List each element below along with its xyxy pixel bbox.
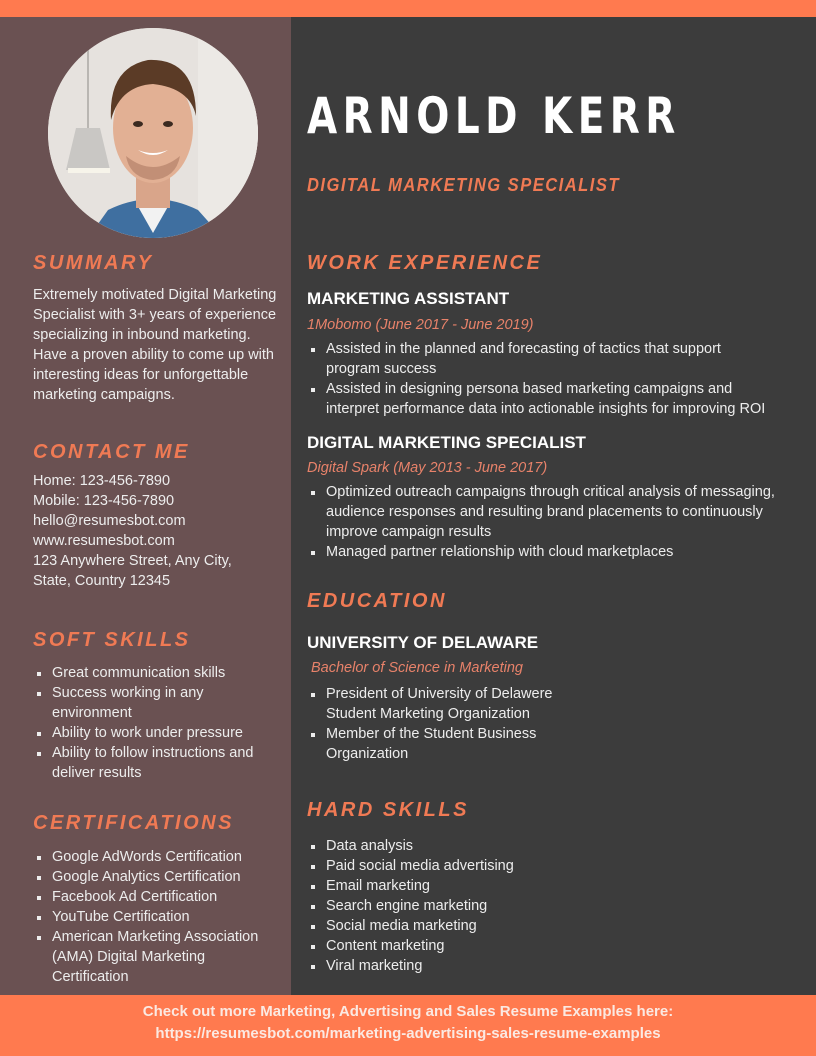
footer-text: Check out more Marketing, Advertising and Sales Resume Examples here: <box>142 1003 674 1020</box>
list-item: Google Analytics Certification <box>33 867 273 887</box>
contact-info <box>33 471 278 591</box>
contact-address-line1: 123 Anywhere Street, Any City, <box>33 553 232 569</box>
list-item: Great communication skills <box>33 663 273 683</box>
contact-heading: CONTACT ME <box>33 441 190 463</box>
list-item: Member of the Student Business Organization <box>307 724 577 764</box>
list-item: Assisted in the planned and forecasting of tactics that support program success <box>307 339 777 379</box>
contact-home-phone: Home: 123-456-7890 <box>33 473 171 489</box>
job-title: DIGITAL MARKETING SPECIALIST <box>307 433 586 452</box>
hard-skills-list <box>307 836 797 976</box>
certifications-list <box>33 847 273 987</box>
job-company-dates: 1Mobomo (June 2017 - June 2019) <box>307 317 534 333</box>
job-bullets <box>307 482 797 562</box>
list-item: American Marketing Association (AMA) Digital Marketing Certification <box>33 927 273 987</box>
footer-banner <box>0 995 816 1056</box>
hard-skills-heading: HARD SKILLS <box>307 799 469 821</box>
list-item: Data analysis <box>307 836 797 856</box>
contact-mobile-phone: Mobile: 123-456-7890 <box>33 493 175 509</box>
soft-skills-heading: SOFT SKILLS <box>33 629 191 651</box>
list-item: President of University of Delawere Student Marketing Organization <box>307 684 577 724</box>
summary-heading: SUMMARY <box>33 252 154 274</box>
list-item: Ability to work under pressure <box>33 723 273 743</box>
work-experience-heading: WORK EXPERIENCE <box>307 252 543 274</box>
list-item: Email marketing <box>307 876 797 896</box>
list-item: YouTube Certification <box>33 907 273 927</box>
contact-email[interactable]: hello@resumesbot.com <box>33 513 186 529</box>
education-heading: EDUCATION <box>307 590 447 612</box>
list-item: Social media marketing <box>307 916 797 936</box>
certifications-heading: CERTIFICATIONS <box>33 812 234 834</box>
job-title: MARKETING ASSISTANT <box>307 289 510 308</box>
top-accent-bar <box>0 0 816 17</box>
list-item: Viral marketing <box>307 956 797 976</box>
profile-photo <box>48 28 258 238</box>
candidate-name: ARNOLD KERR <box>307 87 681 145</box>
footer-link[interactable]: https://resumesbot.com/marketing-advertising-sales-resume-examples <box>155 1025 661 1042</box>
job-bullets <box>307 339 777 419</box>
soft-skills-list <box>33 663 273 783</box>
list-item: Optimized outreach campaigns through critical analysis of messaging, audience responses and resulting brand placements to continuously improve campaign results <box>307 482 797 542</box>
degree: Bachelor of Science in Marketing <box>311 660 523 676</box>
list-item: Facebook Ad Certification <box>33 887 273 907</box>
list-item: Paid social media advertising <box>307 856 797 876</box>
contact-website[interactable]: www.resumesbot.com <box>33 533 175 549</box>
list-item: Success working in any environment <box>33 683 273 723</box>
education-bullets <box>307 684 577 764</box>
list-item: Content marketing <box>307 936 797 956</box>
list-item: Assisted in designing persona based marketing campaigns and interpret performance data into actionable insights for improving ROI <box>307 379 777 419</box>
list-item: Ability to follow instructions and deliver results <box>33 743 273 783</box>
summary-text: Extremely motivated Digital Marketing Specialist with 3+ years of experience specializing in inbound marketing. Have a proven ability to come up with interesting ideas for unforgettable marketing campaigns. <box>33 287 277 403</box>
contact-address-line2: State, Country 12345 <box>33 573 171 589</box>
person-portrait-icon <box>48 28 258 238</box>
candidate-title: DIGITAL MARKETING SPECIALIST <box>307 175 620 195</box>
list-item: Google AdWords Certification <box>33 847 273 867</box>
school-name: UNIVERSITY OF DELAWARE <box>307 633 539 652</box>
job-company-dates: Digital Spark (May 2013 - June 2017) <box>307 460 548 476</box>
list-item: Search engine marketing <box>307 896 797 916</box>
list-item: Managed partner relationship with cloud marketplaces <box>307 542 797 562</box>
